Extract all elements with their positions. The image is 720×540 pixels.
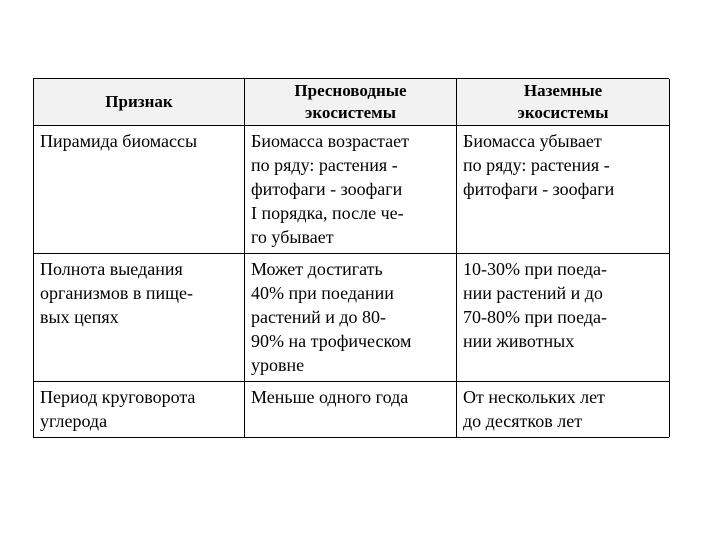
cell-line: От нескольких лет: [463, 387, 605, 407]
cell-line: нии растений и до: [463, 283, 603, 303]
cell-line: Период круговорота: [40, 387, 196, 407]
cell-line: Может достигать: [251, 259, 383, 279]
cell-line: 90% на трофическом: [251, 331, 412, 351]
cell-terrestrial: [457, 382, 670, 438]
cell-terrestrial: [457, 254, 670, 382]
header-feature: [34, 79, 245, 126]
table-row: [34, 126, 670, 254]
table-row: [34, 254, 670, 382]
cell-line: нии животных: [463, 331, 575, 351]
cell-line: растений и до 80-: [251, 307, 387, 327]
cell-line: Биомасса возрастает: [251, 131, 409, 151]
cell-line: 10-30% при поеда-: [463, 259, 607, 279]
cell-line: по ряду: растения -: [463, 155, 610, 175]
cell-line: до десятков лет: [463, 411, 583, 431]
header-line: экосистемы: [517, 103, 609, 122]
cell-feature: [34, 126, 245, 254]
cell-line: Меньше одного года: [251, 387, 409, 407]
cell-line: уровне: [251, 355, 305, 375]
cell-line: фитофаги - зоофаги: [251, 179, 403, 199]
comparison-table-frame: [33, 78, 669, 438]
cell-line: 70-80% при поеда-: [463, 307, 607, 327]
cell-freshwater: [245, 126, 457, 254]
cell-line: организмов в пище-: [40, 283, 193, 303]
header-line: Наземные: [523, 81, 603, 100]
comparison-table: [33, 79, 670, 437]
cell-line: го убывает: [251, 227, 334, 247]
cell-line: I порядка, после че-: [251, 203, 404, 223]
cell-line: фитофаги - зоофаги: [463, 179, 615, 199]
cell-freshwater: [245, 254, 457, 382]
cell-freshwater: [245, 382, 457, 438]
cell-line: 40% при поедании: [251, 283, 394, 303]
header-line: Пресноводные: [294, 81, 407, 100]
cell-terrestrial: [457, 126, 670, 254]
cell-line: вых цепях: [40, 307, 119, 327]
header-terrestrial: [457, 79, 670, 126]
header-line: экосистемы: [304, 103, 397, 122]
cell-feature: [34, 254, 245, 382]
header-freshwater: [245, 79, 457, 126]
cell-line: Биомасса убывает: [463, 131, 602, 151]
cell-line: по ряду: растения -: [251, 155, 398, 175]
cell-line: Пирамида биомассы: [40, 131, 198, 151]
table-header-row: [34, 79, 670, 126]
cell-line: углерода: [40, 411, 108, 431]
table-row: [34, 382, 670, 438]
cell-feature: [34, 382, 245, 438]
header-line: Признак: [105, 92, 173, 111]
cell-line: Полнота выедания: [40, 259, 183, 279]
